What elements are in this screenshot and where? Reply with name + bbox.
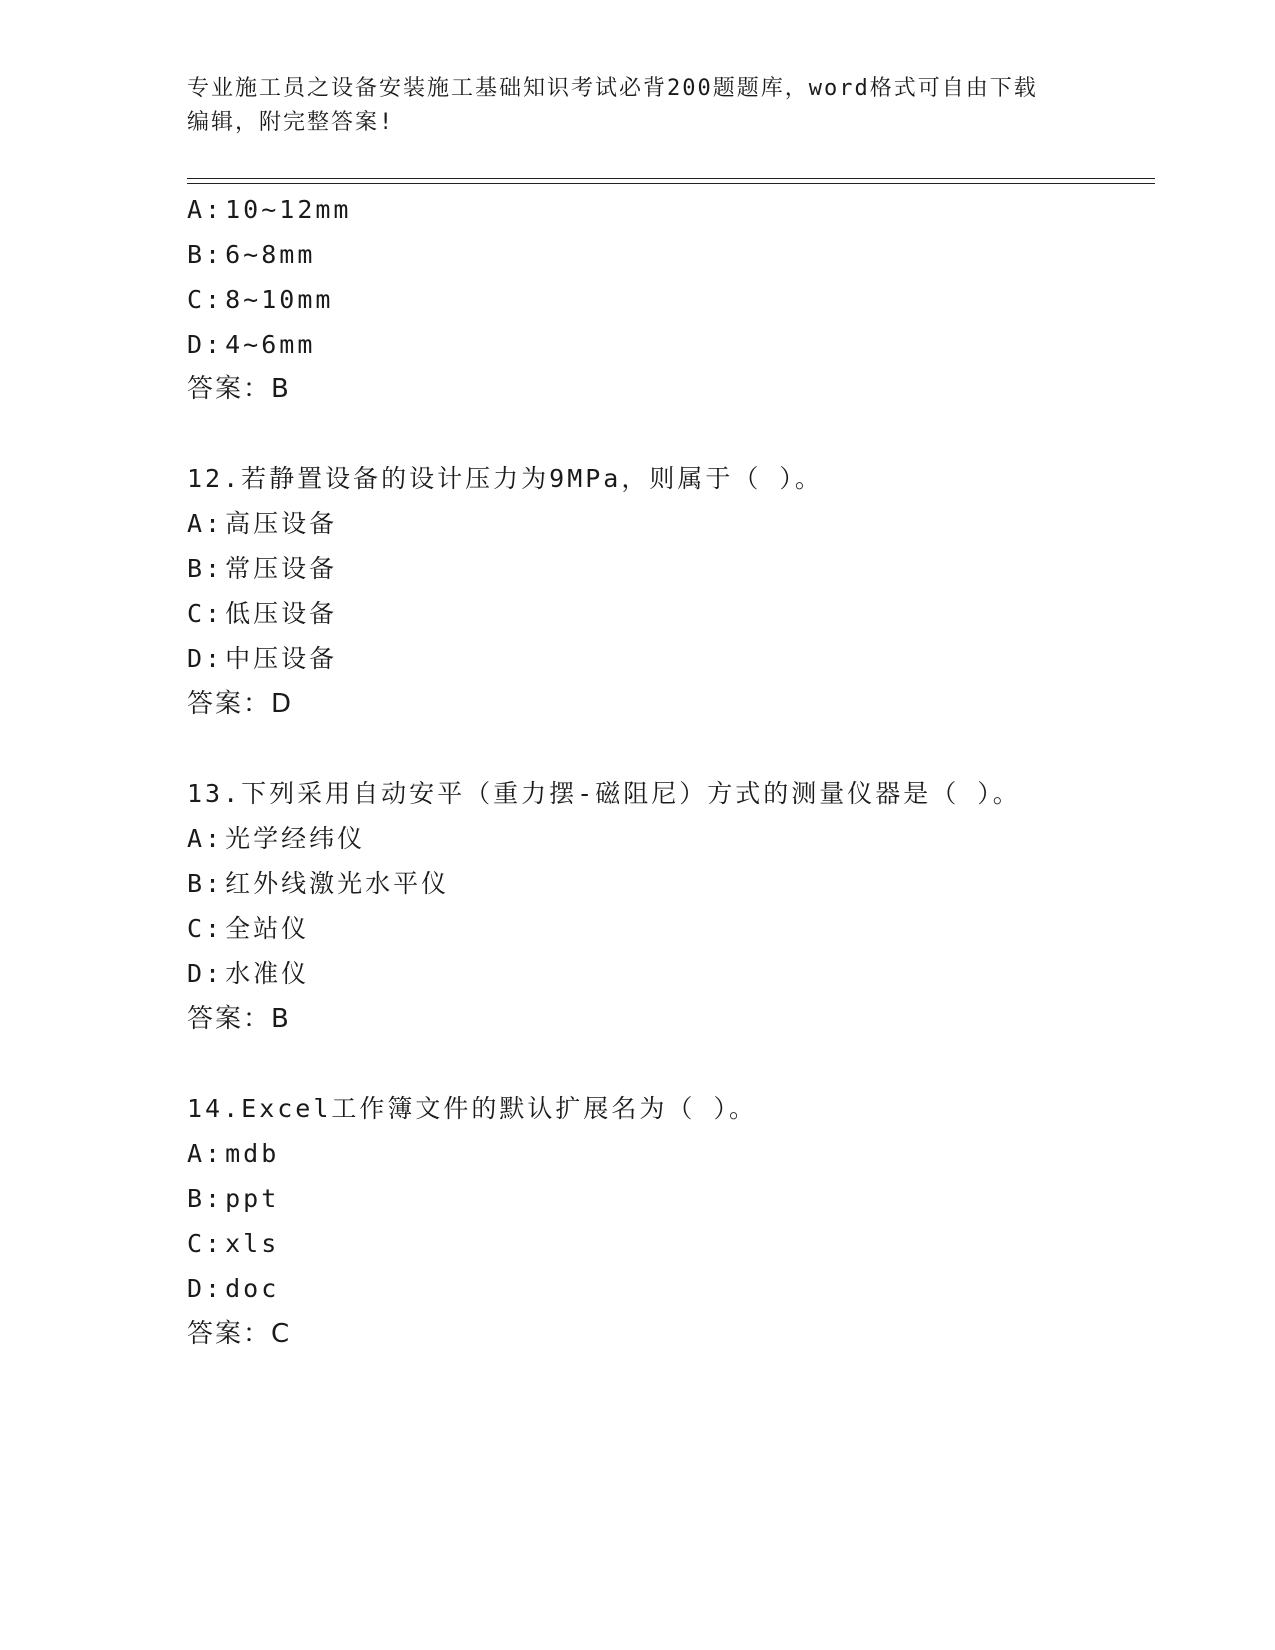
q13-option-d <box>187 958 309 990</box>
option-text: xls <box>225 1229 280 1258</box>
q14-answer: 答案：C <box>187 1319 292 1349</box>
q12-question: 12.若静置设备的设计压力为9MPa，则属于（ ）。 <box>187 464 823 493</box>
option-label: D: <box>187 959 224 988</box>
option-label: A: <box>187 824 224 853</box>
q12-option-a <box>187 508 337 540</box>
option-label: B: <box>187 240 224 269</box>
q11-answer: 答案：B <box>187 374 291 404</box>
q13-question: 13.下列采用自动安平（重力摆-磁阻尼）方式的测量仪器是（ ）。 <box>187 779 1021 808</box>
option-label: D: <box>187 330 224 359</box>
header-divider-bottom <box>187 183 1155 184</box>
option-text: 水准仪 <box>225 959 310 988</box>
option-text: 全站仪 <box>225 914 310 943</box>
q14-option-c <box>187 1228 279 1260</box>
header-divider-top <box>187 178 1155 179</box>
option-label: A: <box>187 1139 224 1168</box>
option-text: 光学经纬仪 <box>225 824 366 853</box>
q13-option-c <box>187 913 309 945</box>
q14-option-b <box>187 1183 279 1215</box>
option-label: A: <box>187 195 224 224</box>
q14-question: 14.Excel工作簿文件的默认扩展名为（ ）。 <box>187 1094 757 1123</box>
q13-answer: 答案：B <box>187 1004 291 1034</box>
option-label: C: <box>187 914 224 943</box>
option-text: ppt <box>225 1184 280 1213</box>
option-text: 4~6mm <box>225 330 316 359</box>
header-title-line-1: 专业施工员之设备安装施工基础知识考试必背200题题库，word格式可自由下载 <box>187 76 1038 101</box>
option-text: 中压设备 <box>225 644 338 673</box>
q14-option-d <box>187 1273 279 1305</box>
option-text: mdb <box>225 1139 280 1168</box>
option-label: D: <box>187 1274 224 1303</box>
q11-option-b <box>187 239 315 271</box>
option-label: C: <box>187 1229 224 1258</box>
option-text: doc <box>225 1274 280 1303</box>
q12-answer: 答案：D <box>187 689 294 719</box>
q12-option-b <box>187 553 337 585</box>
q14-option-a <box>187 1138 279 1170</box>
q12-option-c <box>187 598 337 630</box>
q12-option-d <box>187 643 337 675</box>
option-label: D: <box>187 644 224 673</box>
option-text: 6~8mm <box>225 240 316 269</box>
option-label: B: <box>187 1184 224 1213</box>
q11-option-a <box>187 194 351 226</box>
option-text: 低压设备 <box>225 599 338 628</box>
q11-option-c <box>187 284 333 316</box>
document-header <box>187 72 1087 140</box>
header-title-line-2: 编辑，附完整答案! <box>187 110 395 135</box>
option-text: 8~10mm <box>225 285 334 314</box>
option-label: B: <box>187 554 224 583</box>
option-label: C: <box>187 599 224 628</box>
q13-option-b <box>187 868 449 900</box>
option-label: B: <box>187 869 224 898</box>
q13-option-a <box>187 823 365 855</box>
option-text: 常压设备 <box>225 554 338 583</box>
option-text: 10~12mm <box>225 195 352 224</box>
option-text: 高压设备 <box>225 509 338 538</box>
option-label: A: <box>187 509 224 538</box>
option-label: C: <box>187 285 224 314</box>
option-text: 红外线激光水平仪 <box>225 869 450 898</box>
q11-option-d <box>187 329 315 361</box>
